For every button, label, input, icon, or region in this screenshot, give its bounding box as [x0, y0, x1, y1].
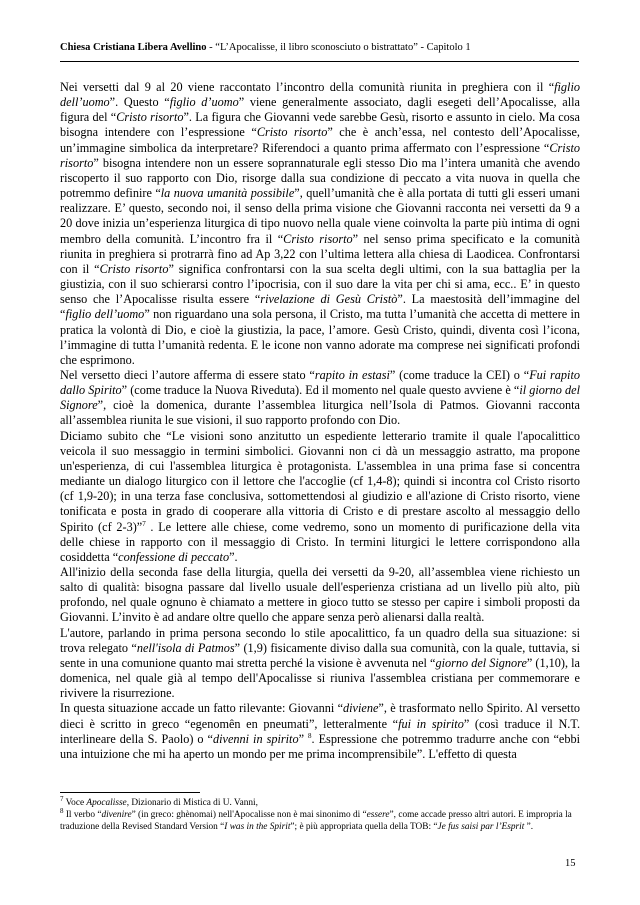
- running-header: [60, 42, 580, 53]
- footnote-8: $^8$ Il verbo “divenire” (in greco: ghènomai) nell'Apocalisse non è mai sinonimo di “essere”, come accade presso altri autori. E impropria la traduzione della Revised Standard Version “I was in the Spirit”; è più appropriata quella della TOB: “Je fus saisi par l’Esprit ”.: [60, 806, 572, 832]
- body-text: [60, 80, 580, 762]
- paragraph: Nei versetti dal 9 al 20 viene raccontato l’incontro della comunità riunita in preghiera con il “figlio dell’uomo”. Questo “figlio d’uomo” viene generalmente associato, dagli esegeti dell’Apocalisse, alla figura del “Cristo risorto”. La figura che Giovanni vede sarebbe Gesù, risorto e assunto in cielo. Ma cosa bisogna intendere con l’espressione “Cristo risorto” che è anch’essa, nel contesto dell’Apocalisse, un’immagine simbolica da interpretare? Riferendoci a quanto prima affermato con l’espressione “Cristo risorto” bisogna intendere non un essere soprannaturale egli stesso Dio ma l’intera umanità che avendo riscoperto il suo rapporto con Dio, risorge dalla sua condizione di peccato a vita nuova in quella che potremmo definire “la nuova umanità possibile”, quell’umanità che è alla portata di tutti gli esseri umani realizzare. E’ questo, secondo noi, il senso della prima visione che Giovanni racconta nei versetti da 9 a 20 dove inizia un’esperienza liturgica di tipo nuovo nella quale viene coinvolta la parte più intima di ogni membro della comunità. L’incontro fra il “Cristo risorto” nel senso prima specificato e la comunità riunita in preghiera si protrarrà fino ad Ap 3,22 con l’ultima lettera alla chiesa di Laodicea. Confrontarsi con il “Cristo risorto” significa confrontarsi con la sua scelta degli ultimi, con la sua battaglia per la giustizia, con il suo schierarsi contro l’ipocrisia, con il suo dare la vita per chi si ama, ecc.. E’ in questo senso che l’Apocalisse risulta essere “rivelazione di Gesù Cristò”. La maestosità dell’immagine del “figlio dell’uomo” non riguardano una sola persona, il Cristo, ma tutta l’umanità che accetta di mettere in pratica la volontà di Dio, e cioè la giustizia, la pace, l’amore. Gesù Cristo, quindi, diventa così l’icona, l’immagine di tutta l’umanità redenta. E le icone non vanno adorate ma comprese nei significati profondi che esprimono.: [60, 80, 581, 367]
- paragraph: In questa situazione accade un fatto rilevante: Giovanni “diviene”, è trasformato nello Spirito. Al versetto dieci è scritto in greco “egenomên en pneumati”, letteralmente “fui in spirito” (così traduce il N.T. interlineare della S. Paolo) o “divenni in spirito” $^8$. Espressione che potremmo tradurre anche con “ebbi una intuizione che mi ha aperto un mondo per me prima incomprensibile”. L'effetto di questa: [60, 701, 581, 761]
- footnote-7: $^7$ Voce Apocalisse, Dizionario di Mistica di U. Vanni,: [60, 794, 258, 808]
- paragraph: All'inizio della seconda fase della liturgia, quella dei versetti da 9-20, all’assemblea viene richiesto un salto di qualità: bisogna passare dal livello usuale dell'esperienza cristiana ad un livello più alto, più profondo, nel quale ognuno è chiamato a mettere in gioco tutto se stesso per capire i simboli proposti da Giovanni. L’invito è ad andare oltre quello che appare senza però alienarsi dalla realtà.: [60, 565, 580, 625]
- paragraph: Nel versetto dieci l’autore afferma di essere stato “rapito in estasi” (come traduce la CEI) o “Fui rapito dallo Spirito” (come traduce la Nuova Riveduta). Ed il momento nel quale questo avviene è “il giorno del Signore”, cioè la domenica, durante l’assemblea liturgica nell’Isola di Patmos. Giovanni racconta all’assemblea riunita le sue visioni, il suo rapporto profondo con Dio.: [60, 367, 580, 428]
- header-divider: [60, 61, 579, 62]
- paragraph: Diciamo subito che “Le visioni sono anzitutto un espediente letterario tramite il quale l'apocalittico veicola il suo messaggio in termini simbolici. Giovanni non ci dà un messaggio astratto, ma propone un'esperienza, di cui l'assemblea liturgica è protagonista. L'assemblea in una prima fase si concentra mediante un dialogo liturgico con il lettore che l'accoglie (cf 1,4-8); quindi si incontra col Cristo risorto (cf 1,9-20); in una terza fase conclusiva, sottomettendosi al giudizio e all'azione di Cristo risorto, viene tonificata e posta in grado di cooperare alla vittoria di Cristo e di prestare ascolto al messaggio dello Spirito (cf 2-3)”$^7$ . Le lettere alle chiese, come vedremo, sono un momento di purificazione della vita delle chiese in rapporto con il messaggio di Cristo. In termini liturgici le lettere corrispondono alla cosiddetta “confessione di peccato”.: [60, 428, 580, 564]
- header-title: - “L’Apocalisse, il libro sconosciuto o bistrattato” - Capitolo 1: [206, 42, 471, 53]
- page-number: 15: [565, 858, 576, 869]
- footnotes: [60, 794, 580, 833]
- paragraph: L'autore, parlando in prima persona secondo lo stile apocalittico, fa un quadro della sua situazione: si trova relegato “nell'isola di Patmos” (1,9) fisicamente diviso dalla sua comunità, con la quale, tuttavia, si sente in una comunione quanto mai stretta perché la visione è avvenuta nel “giorno del Signore” (1,10), la domenica, nel quale già al tempo dell'Apocalisse si riuniva l'assemblea cristiana per commemorare e rivivere la risurrezione.: [60, 625, 580, 701]
- footnote-divider: [60, 792, 200, 793]
- header-organization: Chiesa Cristiana Libera Avellino: [60, 42, 207, 53]
